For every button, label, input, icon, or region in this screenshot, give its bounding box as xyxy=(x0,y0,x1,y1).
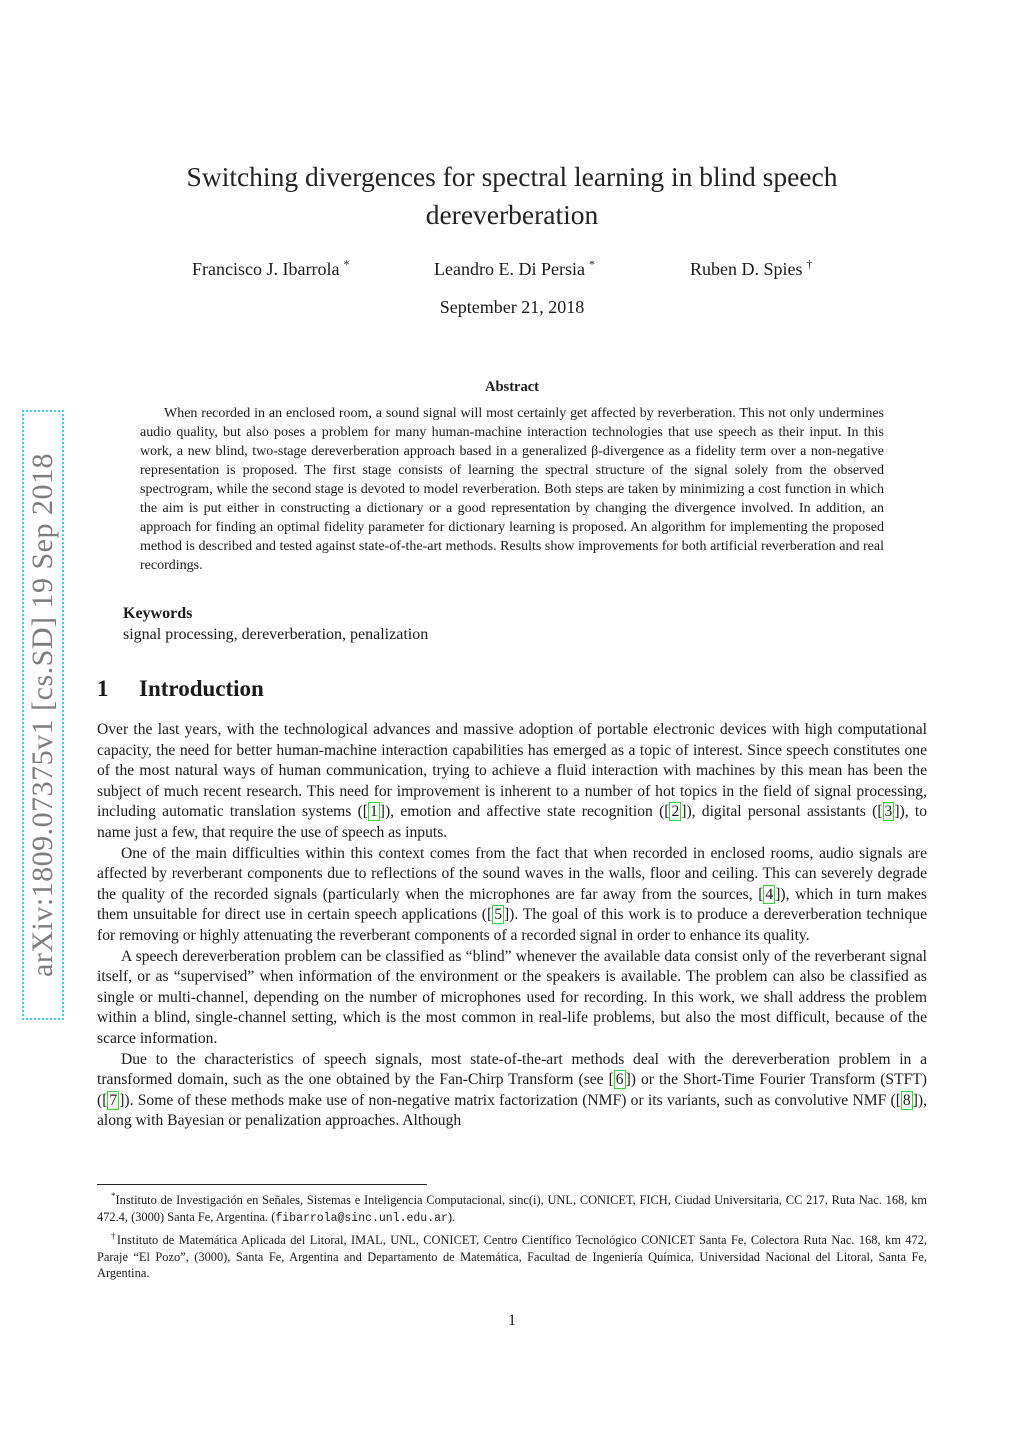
footnote-mark: † xyxy=(111,1231,117,1242)
section-title: Introduction xyxy=(139,676,264,701)
section-heading xyxy=(97,676,264,702)
author-name: Leandro E. Di Persia xyxy=(434,259,585,279)
citation-link[interactable]: 5 xyxy=(494,906,502,924)
paper-title: Switching divergences for spectral learning in blind speech dereverberation xyxy=(186,161,838,230)
arxiv-identifier[interactable]: arXiv:1809.07375v1 [cs.SD] 19 Sep 2018 xyxy=(26,453,59,977)
footnote-text: Instituto de Matemática Aplicada del Litoral, IMAL, UNL, CONICET, Centro Científico Tecnológico CONICET Santa Fe, Colectora Ruta Nac. 168, km 472, Paraje “El Pozo”, (3000), Santa Fe, Argentina and Departamento de Matemática, Facultad de Ingeniería Química, Universidad Nacional del Litoral, Santa Fe, Argentina. xyxy=(97,1233,927,1281)
author-name: Ruben D. Spies xyxy=(690,259,803,279)
footnote-mark: * xyxy=(111,1191,116,1201)
citation-link[interactable]: 4 xyxy=(765,885,774,903)
author-2 xyxy=(434,257,595,280)
footnote-text: Instituto de Investigación en Señales, Sistemas e Inteligencia Computacional, sinc(i), UNL, CONICET, FICH, Ciudad Universitaria, CC 217, Ruta Nac. 168, km 472.4, (3000) Santa Fe, Argentina. ( xyxy=(97,1193,927,1224)
text-run: Due to the characteristics of speech signals, most state-of-the-art methods deal with the dereverberation problem in a transformed domain, such as the one obtained by the Fan-Chirp Transform (see [ xyxy=(97,1050,927,1089)
keywords-text: signal processing, dereverberation, penalization xyxy=(123,626,429,643)
affiliation-mark: † xyxy=(806,257,813,271)
text-run: Over the last years, with the technological advances and massive adoption of portable electronic devices with high computational capacity, the need for better human-machine interaction capabilities has emerged as a topic of interest. Since speech constitutes one of the most natural ways of human communication, trying to achieve a fluid interaction with machines by this mean has been the subject of much recent research. This need for improvement is inherent to a number of hot topics in the field of signal processing, including automatic translation systems ([ xyxy=(97,721,927,821)
footnote-1 xyxy=(97,1188,927,1227)
text-run: One of the main difficulties within this context comes from the fact that when recorded in enclosed rooms, audio signals are affected by reverberant components due to reflections of the sound waves in the walls, floor and ceiling. This can severely degrade the quality of the recorded signals (particularly when the microphones are far away from the sources, [ xyxy=(97,844,927,903)
author-3 xyxy=(690,257,813,280)
text-run: ]) or the Short-Time Fourier Transform (STFT) ([ xyxy=(97,1071,927,1109)
arxiv-stamp[interactable] xyxy=(22,410,64,1020)
paragraph-2 xyxy=(97,844,927,947)
text-run: ]). Some of these methods make use of non-negative matrix factorization (NMF) or its variants, such as convolutive NMF ([ xyxy=(119,1091,901,1109)
body-text xyxy=(97,720,927,1132)
affiliation-mark: * xyxy=(343,257,350,271)
author-list xyxy=(0,257,1024,281)
paragraph-1 xyxy=(97,720,927,844)
paragraph-4 xyxy=(97,1050,927,1132)
text-run: ]), along with Bayesian or penalization approaches. Although xyxy=(97,1091,927,1130)
footnotes xyxy=(97,1188,927,1283)
keywords-heading: Keywords xyxy=(123,605,193,622)
citation-link[interactable]: 7 xyxy=(109,1091,118,1109)
author-1 xyxy=(192,257,349,280)
citation-link[interactable]: 3 xyxy=(884,803,893,821)
text-run: ]), emotion and affective state recognition ([ xyxy=(379,803,670,821)
footnote-text-end: ). xyxy=(447,1209,456,1224)
publication-date: September 21, 2018 xyxy=(439,297,585,317)
text-run: ]), digital personal assistants ([ xyxy=(681,803,883,821)
section-number: 1 xyxy=(97,676,109,701)
text-run: A speech dereverberation problem can be classified as “blind” whenever the available data consist only of the reverberant signal itself, or as “supervised” when information of the environment or the speakers is available. The problem can also be classified as single or multi-channel, depending on the number of microphones used for recording. In this work, we shall address the problem within a blind, single-channel setting, which is the most common in real-life problems, but also the most difficult, because of the scarce information. xyxy=(97,947,927,1047)
text-run: ]), which in turn makes them unsuitable for direct use in certain speech applications ([ xyxy=(97,885,927,924)
text-run: ]). The goal of this work is to produce a dereverberation technique for removing or highly attenuating the reverberant components of a recorded signal in order to enhance its quality. xyxy=(97,906,927,944)
citation-link[interactable]: 2 xyxy=(671,803,680,821)
footnote-rule xyxy=(97,1184,427,1185)
email-link[interactable]: fibarrola@sinc.unl.edu.ar xyxy=(275,1211,448,1225)
page-number: 1 xyxy=(508,1312,516,1329)
author-name: Francisco J. Ibarrola xyxy=(192,259,340,279)
abstract-heading: Abstract xyxy=(485,379,539,395)
citation-link[interactable]: 6 xyxy=(615,1071,624,1089)
abstract-text: When recorded in an enclosed room, a sound signal will most certainly get affected by reverberation. This not only undermines audio quality, but also poses a problem for many human-machine interaction technologies that use speech as their input. In this work, a new blind, two-stage dereverberation approach based in a generalized β-divergence as a fidelity term over a non-negative representation is proposed. The first stage consists of learning the spectral structure of the signal solely from the observed spectrogram, while the second stage is devoted to model reverberation. Both steps are taken by minimizing a cost function in which the aim is put either in constructing a dictionary or a good representation by changing the divergence involved. In addition, an approach for finding an optimal fidelity parameter for dictionary learning is proposed. An algorithm for implementing the proposed method is described and tested against state-of-the-art methods. Results show improvements for both artificial reverberation and real recordings. xyxy=(140,406,884,573)
paragraph-3 xyxy=(97,947,927,1050)
text-run: ]), to name just a few, that require the use of speech as inputs. xyxy=(97,803,927,841)
citation-link[interactable]: 1 xyxy=(370,803,378,821)
affiliation-mark: * xyxy=(588,257,595,271)
citation-link[interactable]: 8 xyxy=(902,1091,911,1109)
footnote-2 xyxy=(97,1228,927,1282)
